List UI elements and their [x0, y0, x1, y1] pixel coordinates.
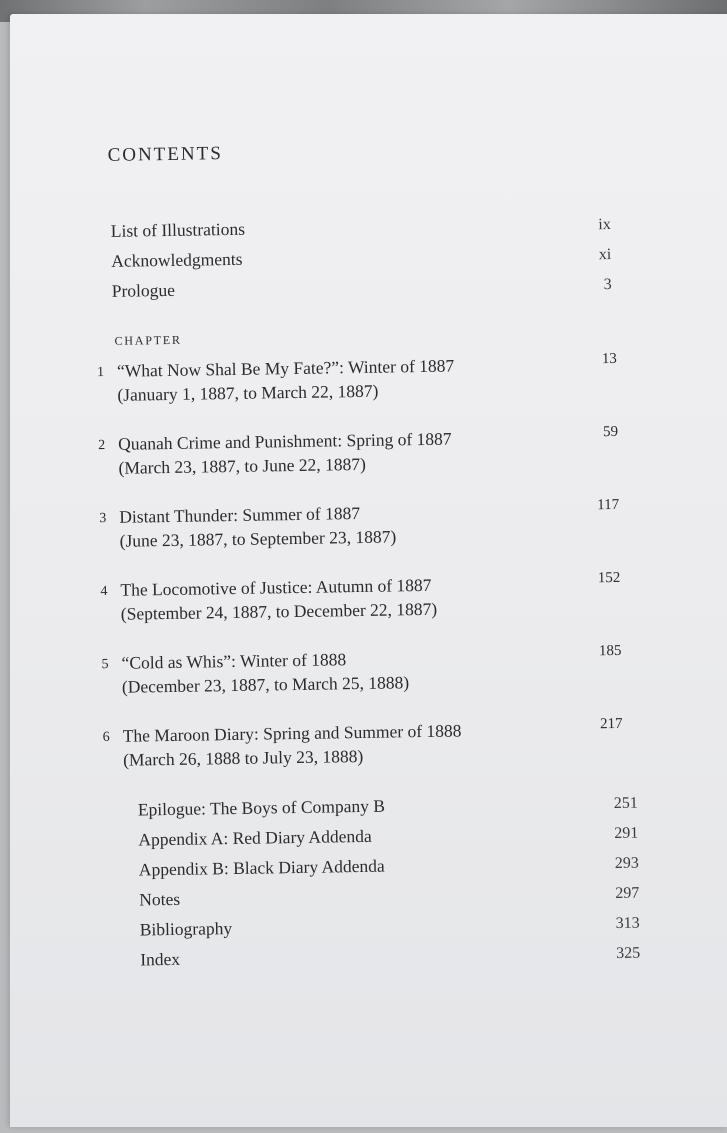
toc-entry-label: Notes — [139, 888, 181, 910]
toc-entry-page: 293 — [614, 854, 639, 873]
chapter-list — [97, 351, 624, 797]
chapter-page: 117 — [597, 496, 620, 514]
chapter-number: 5 — [101, 656, 109, 673]
chapter-text — [118, 425, 579, 480]
chapter-page: 152 — [597, 569, 621, 587]
toc-entry-page: 297 — [615, 884, 640, 903]
toc-entry-label: Epilogue: The Boys of Company B — [137, 795, 386, 820]
chapter-title: “What Now Shal Be My Fate?”: Winter of 1887 — [116, 355, 455, 381]
chapter-dates: (March 23, 1887, to June 22, 1887) — [118, 453, 367, 478]
toc-entry-page: xi — [598, 246, 612, 264]
chapter-title: “Cold as Whis”: Winter of 1888 — [121, 649, 347, 673]
chapter-text — [121, 644, 582, 699]
chapter-number: 4 — [100, 583, 108, 600]
chapter-number: 3 — [99, 510, 107, 527]
toc-entry-page: ix — [598, 216, 611, 234]
toc-entry-page: 251 — [613, 794, 638, 813]
toc-entry-page: 325 — [616, 944, 641, 963]
chapter-heading: CHAPTER — [114, 332, 182, 348]
chapter-entry — [98, 424, 619, 480]
chapter-page: 13 — [601, 350, 617, 368]
chapter-text — [123, 717, 584, 772]
chapter-text — [120, 571, 581, 626]
chapter-entry — [103, 716, 624, 772]
toc-entry-label: Index — [140, 948, 181, 970]
chapter-entry — [99, 497, 620, 553]
chapter-entry — [100, 570, 621, 626]
toc-entry-label: Prologue — [111, 279, 176, 301]
toc-entry-label: Bibliography — [139, 918, 233, 940]
toc-entry — [140, 938, 640, 976]
toc-entry-label: Appendix B: Black Diary Addenda — [138, 855, 385, 880]
toc-entry-label: Acknowledgments — [111, 248, 243, 271]
toc-entry-label: List of Illustrations — [110, 218, 246, 241]
chapter-entry — [101, 643, 622, 699]
chapter-dates: (March 26, 1888 to July 23, 1888) — [122, 745, 364, 770]
chapter-dates: (December 23, 1887, to March 25, 1888) — [121, 672, 410, 697]
toc-entry-label: Appendix A: Red Diary Addenda — [138, 825, 372, 850]
back-matter-list — [138, 788, 641, 976]
toc-entry-page: 313 — [615, 914, 640, 933]
chapter-dates: (September 24, 1887, to December 22, 1887) — [120, 598, 438, 624]
chapter-page: 59 — [602, 423, 619, 441]
chapter-entry — [97, 351, 618, 407]
chapter-dates: (January 1, 1887, to March 22, 1887) — [117, 380, 379, 405]
chapter-text — [119, 498, 580, 553]
chapter-dates: (June 23, 1887, to September 23, 1887) — [119, 526, 397, 551]
chapter-page: 217 — [599, 715, 623, 733]
chapter-title: The Locomotive of Justice: Autumn of 1887 — [120, 574, 432, 600]
chapter-number: 6 — [102, 729, 110, 746]
chapter-number: 2 — [98, 437, 106, 454]
toc-entry-page: 3 — [603, 276, 612, 294]
chapter-title: Distant Thunder: Summer of 1887 — [119, 502, 361, 527]
toc-entry-page: 291 — [614, 824, 639, 843]
page-title: CONTENTS — [107, 143, 223, 166]
front-matter-list — [111, 209, 612, 307]
toc-entry — [112, 269, 612, 307]
chapter-number: 1 — [96, 364, 105, 381]
chapter-page: 185 — [598, 642, 622, 660]
chapter-title: Quanah Crime and Punishment: Spring of 1887 — [117, 428, 452, 454]
chapter-title: The Maroon Diary: Spring and Summer of 1888 — [122, 720, 462, 746]
chapter-text — [117, 352, 578, 407]
